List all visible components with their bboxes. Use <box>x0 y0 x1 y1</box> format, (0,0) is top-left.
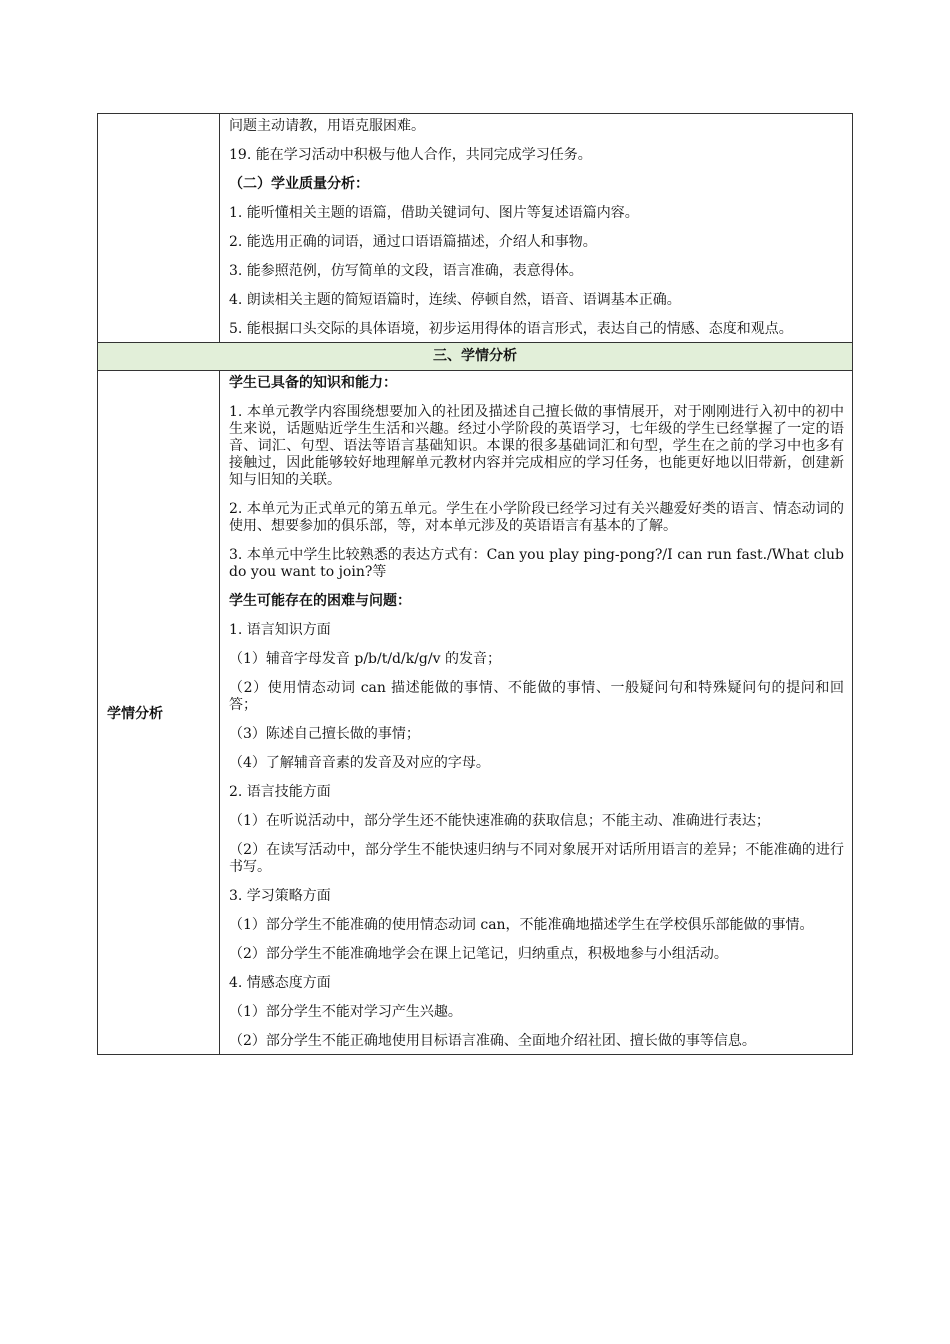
difficulty-item: （4）了解辅音音素的发音及对应的字母。 <box>229 755 490 771</box>
text-line: 问题主动请教，用语克服困难。 <box>229 118 425 134</box>
known-item: 1. 本单元教学内容围绕想要加入的社团及描述自己擅长做的事情展开，对于刚刚进行入初中的初中生来说，话题贴近学生生活和兴趣。经过小学阶段的英语学习，七年级的学生已经掌握了一定的语音、词汇、句型、语法等语言基础知识。本课的很多基础词汇和句型，学生在之前的学习中也多有接触过，因此能够较好地理解单元教材内容并完成相应的学习任务，也能更好地以旧带新，创建新知与旧知的关联。 <box>229 404 844 488</box>
known-item: 2. 本单元为正式单元的第五单元。学生在小学阶段已经学习过有关兴趣爱好类的语言、情态动词的使用、想要参加的俱乐部，等，对本单元涉及的英语语言有基本的了解。 <box>229 501 844 534</box>
difficulty-item: （2）部分学生不能准确地学会在课上记笔记，归纳重点，积极地参与小组活动。 <box>229 946 728 962</box>
lesson-plan-table <box>97 113 853 1055</box>
quality-heading: （二）学业质量分析： <box>229 176 369 192</box>
difficulty-item: （2）在读写活动中，部分学生不能快速归纳与不同对象展开对话所用语言的差异；不能准确的进行书写。 <box>229 842 844 875</box>
difficulty-item: 3. 学习策略方面 <box>229 888 331 904</box>
top-left-cell <box>98 114 220 343</box>
difficulty-heading: 学生可能存在的困难与问题： <box>229 593 411 609</box>
difficulty-item: （1）部分学生不能对学习产生兴趣。 <box>229 1004 462 1020</box>
top-content-cell <box>220 114 853 343</box>
difficulty-item: 1. 语言知识方面 <box>229 622 331 638</box>
quality-item: 3. 能参照范例，仿写简单的文段，语言准确，表意得体。 <box>229 263 583 279</box>
analysis-content-cell <box>220 371 853 1055</box>
difficulty-item: （2）使用情态动词 can 描述能做的事情、不能做的事情、一般疑问句和特殊疑问句的提问和回答； <box>229 680 844 713</box>
known-item: 3. 本单元中学生比较熟悉的表达方式有：Can you play ping-pong?/I can run fast./What club do you want to join?等 <box>229 547 844 580</box>
quality-item: 1. 能听懂相关主题的语篇，借助关键词句、图片等复述语篇内容。 <box>229 205 639 221</box>
difficulty-item: （1）辅音字母发音 p/b/t/d/k/g/v 的发音； <box>229 651 501 667</box>
difficulty-item: （1）部分学生不能准确的使用情态动词 can，不能准确地描述学生在学校俱乐部能做的事情。 <box>229 917 814 933</box>
text-line: 19. 能在学习活动中积极与他人合作，共同完成学习任务。 <box>229 147 592 163</box>
analysis-row <box>98 371 853 1055</box>
section-title: 三、学情分析 <box>98 343 853 371</box>
quality-item: 2. 能选用正确的词语，通过口语语篇描述，介绍人和事物。 <box>229 234 597 250</box>
difficulty-item: 2. 语言技能方面 <box>229 784 331 800</box>
difficulty-item: （3）陈述自己擅长做的事情； <box>229 726 420 742</box>
difficulty-item: 4. 情感态度方面 <box>229 975 331 991</box>
difficulty-item: （2）部分学生不能正确地使用目标语言准确、全面地介绍社团、擅长做的事等信息。 <box>229 1033 756 1049</box>
quality-item: 4. 朗读相关主题的简短语篇时，连续、停顿自然，语音、语调基本正确。 <box>229 292 681 308</box>
section-band-row <box>98 343 853 371</box>
analysis-label: 学情分析 <box>98 371 220 1055</box>
difficulty-item: （1）在听说活动中，部分学生还不能快速准确的获取信息；不能主动、准确进行表达； <box>229 813 770 829</box>
quality-item: 5. 能根据口头交际的具体语境，初步运用得体的语言形式，表达自己的情感、态度和观点。 <box>229 321 793 337</box>
known-heading: 学生已具备的知识和能力： <box>229 375 397 391</box>
top-row <box>98 114 853 343</box>
